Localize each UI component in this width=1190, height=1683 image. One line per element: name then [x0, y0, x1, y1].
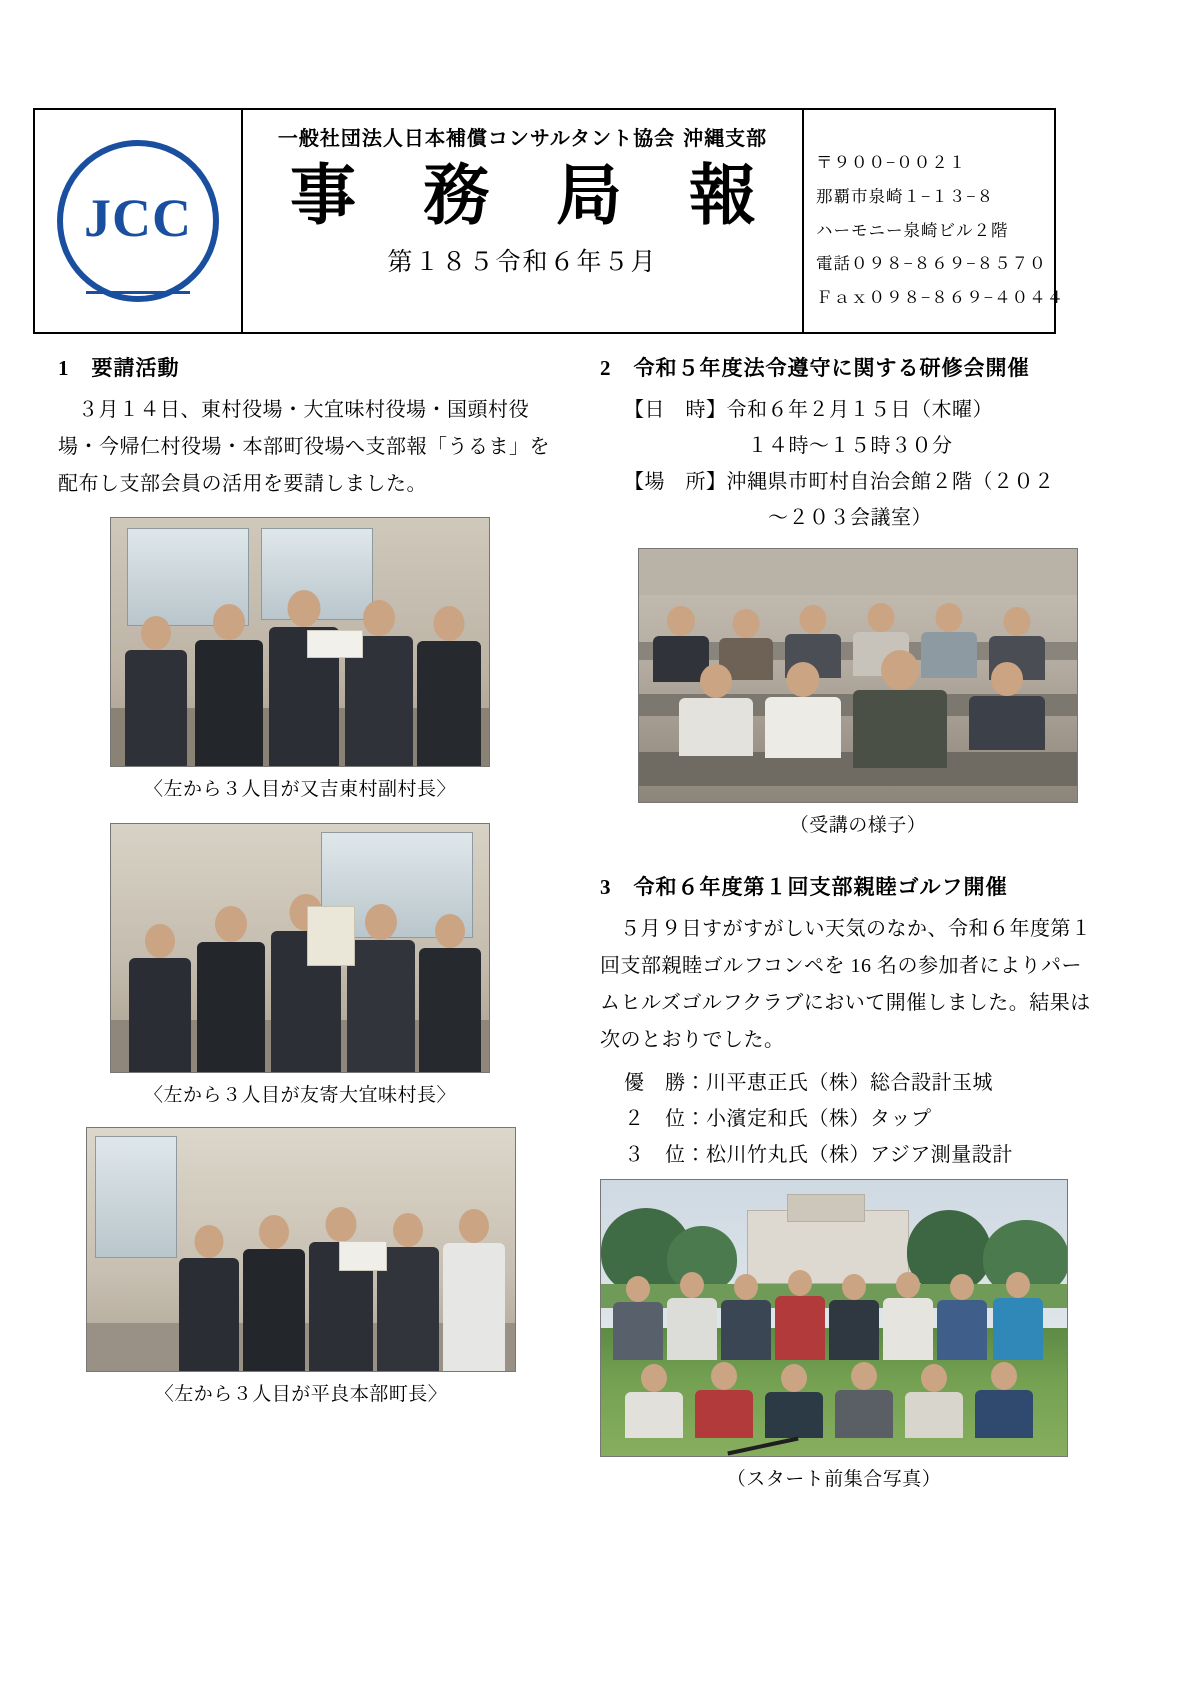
jcc-logo-text: JCC [84, 188, 192, 248]
section-1-number: 1 [58, 356, 70, 380]
section-2-date: 【日 時】令和６年２月１５日（木曜） [624, 399, 993, 421]
address-block [804, 110, 1065, 332]
section-1-title: 要請活動 [91, 356, 180, 380]
photo-golf-group [600, 1179, 1068, 1457]
address-phone: 電話０９８−８６９−８５７０ [816, 254, 1047, 274]
section-3-heading [600, 871, 1100, 901]
association-name: 一般社団法人日本補償コンサルタント協会 沖縄支部 [277, 126, 768, 150]
photo-higashi-village [110, 517, 490, 767]
jcc-logo-icon [57, 140, 219, 302]
section-2-heading [600, 352, 1100, 382]
address-fax: Ｆａｘ０９８−８６９−４０４４ [816, 288, 1065, 308]
issue-number: 第１８５令和６年５月 [387, 246, 658, 276]
golf-result-2nd: ２ 位：小濱定和氏（株）タップ [624, 1108, 932, 1130]
photo-motobu-town [86, 1127, 516, 1372]
page-title: 事 務 局 報 [290, 156, 777, 234]
golf-photo-caption: （スタート前集合写真） [726, 1469, 942, 1490]
section-2-place: 【場 所】沖縄県市町村自治会館２階（２０２ [624, 471, 1055, 493]
logo-cell [35, 110, 243, 332]
left-column [58, 352, 558, 1406]
photo-2-caption: 〈左から３人目が友寄大宜味村長〉 [143, 1085, 456, 1106]
golf-result-1st: 優 勝：川平恵正氏（株）総合設計玉城 [624, 1072, 993, 1094]
golf-result-3rd: ３ 位：松川竹丸氏（株）アジア測量設計 [624, 1144, 1013, 1166]
section-3-body: ５月９日すがすがしい天気のなか、令和６年度第１回支部親睦ゴルフコンペを 16 名の参加者によりパームヒルズゴルフクラブにおいて開催しました。結果は次のとおりでした。 [600, 918, 1092, 1051]
right-column [600, 352, 1100, 1491]
section-3-number: 3 [600, 875, 612, 899]
address-street: 那覇市泉崎１−１３−８ [816, 186, 995, 206]
seminar-photo-caption: （受講の様子） [789, 815, 927, 836]
photo-1-caption: 〈左から３人目が又吉東村副村長〉 [143, 779, 456, 800]
photo-seminar [638, 548, 1078, 803]
section-1-body: ３月１４日、東村役場・大宜味村役場・国頭村役場・今帰仁村役場・本部町役場へ支部報「うるま」を配布し支部会員の活用を要請しました。 [58, 399, 550, 495]
section-2-title: 令和５年度法令遵守に関する研修会開催 [633, 356, 1030, 380]
jcc-logo-underline [86, 291, 190, 294]
masthead [33, 108, 1065, 334]
section-1-heading [58, 352, 558, 382]
address-postal: 〒９００−００２１ [816, 153, 967, 172]
photo-ogimi-village [110, 823, 490, 1073]
section-2-place-cont: 〜２０３会議室） [768, 507, 932, 529]
address-building: ハーモニー泉崎ビル２階 [816, 220, 1009, 240]
photo-3-caption: 〈左から３人目が平良本部町長〉 [154, 1384, 448, 1405]
masthead-center [243, 110, 804, 332]
section-2-time: １４時〜１５時３０分 [747, 435, 953, 457]
section-3-title: 令和６年度第１回支部親睦ゴルフ開催 [633, 875, 1008, 899]
section-2-number: 2 [600, 356, 612, 380]
